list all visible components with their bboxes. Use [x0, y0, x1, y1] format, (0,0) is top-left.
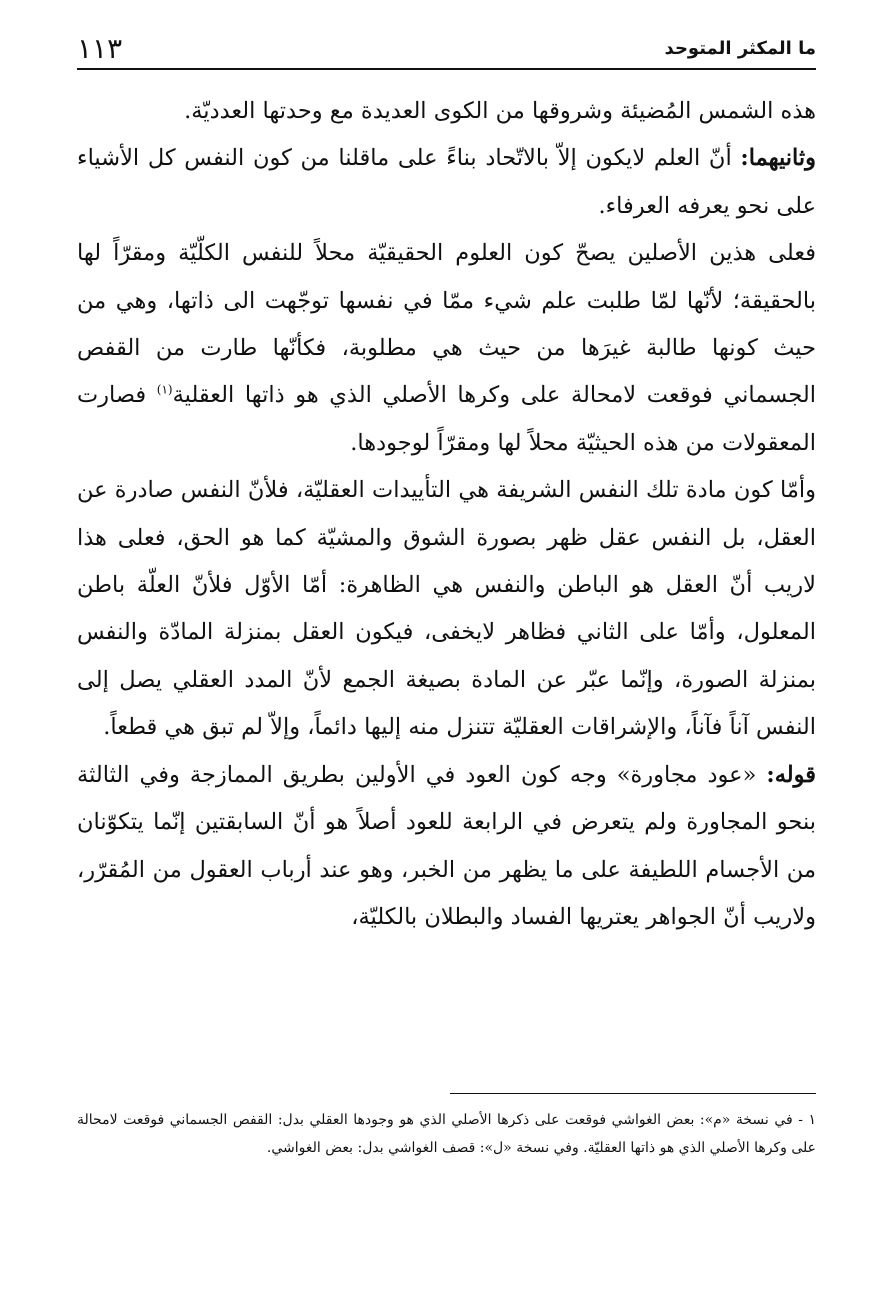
- paragraph-4: وأمّا كون مادة تلك النفس الشريفة هي التأييدات العقليّة، فلأنّ النفس صادرة عن العقل، بل النفس عقل ظهر بصورة الشوق والمشيّة كما هو الحق، فعلى هذا لاريب أنّ العقل هو الباطن والنفس هي الظاهرة: أمّا الأوّل فلأنّ العلّة باطن المعلول، وأمّا على الثاني فظاهر لايخفى، فيكون العقل بمنزلة المادّة والنفس بمنزلة الصورة، وإنّما عبّر عن المادة بصيغة الجمع لأنّ المدد العقلي يصل إلى النفس آناً فآناً، والإشراقات العقليّة تتنزل منه إليها دائماً، وإلاّ لم تبق هي قطعاً.: [77, 477, 816, 741]
- paragraph-3-part2: فصارت المعقولات من هذه الحيثيّة محلاً لها ومقرّاً لوجودها.: [77, 382, 816, 456]
- paragraph-2: [77, 135, 816, 230]
- footnotes: [77, 1106, 816, 1162]
- header-divider: [77, 68, 816, 70]
- footnote-divider: [450, 1093, 816, 1094]
- paragraph-5-text: «عود مجاورة» وجه كون العود في الأولين بطريق الممازجة وفي الثالثة بنحو المجاورة ولم يتعرض في الرابعة للعود أصلاً هو أنّ السابقتين إنّما يتكوّنان من الأجسام اللطيفة على ما يظهر من الخبر، وهو عند أرباب العقول من المُقرّر، ولاريب أنّ الجواهر يعتريها الفساد والبطلان بالكليّة،: [77, 761, 816, 930]
- paragraph-5-lead: قوله:: [766, 761, 816, 788]
- paragraph-3-part1: فعلى هذين الأصلين يصحّ كون العلوم الحقيقيّة محلاً للنفس الكلّيّة ومقرّاً لها بالحقيقة؛ لأنّها لمّا طلبت علم شيء ممّا في نفسها توجّهت الى ذاتها، وهي من حيث كونها طالبة غيرَها من حيث هي مطلوبة، فكأنّها طارت من القفص الجسماني فوقعت لامحالة على وكرها الأصلي الذي هو ذاتها العقلية: [77, 240, 816, 409]
- footnote-1: ١ - في نسخة «م»: بعض الغواشي فوقعت على ذكرها الأصلي الذي هو وجودها العقلي بدل: القفص الجسماني فوقعت لامحالة على وكرها الأصلي الذي هو ذاتها العقليّة. وفي نسخة «ل»: قصف الغواشي بدل: بعض الغواشي.: [77, 1112, 816, 1156]
- paragraph-3: [77, 230, 816, 467]
- running-title: ما المكثر المتوحد: [664, 38, 816, 59]
- footnote-ref-1[interactable]: (١): [156, 382, 173, 397]
- paragraph-2-text: أنّ العلم لايكون إلاّ بالاتّحاد بناءً على ماقلنا من كون النفس كل الأشياء على نحو يعرفه العرفاء.: [77, 145, 816, 219]
- page-header: [77, 28, 816, 68]
- paragraph-2-lead: وثانيهما:: [740, 145, 816, 172]
- body-text: [77, 88, 816, 941]
- paragraph-5: [77, 752, 816, 942]
- page-number: ١١٣: [77, 32, 123, 65]
- paragraph-1: هذه الشمس المُضيئة وشروقها من الكوى العديدة مع وحدتها العدديّة.: [184, 98, 816, 124]
